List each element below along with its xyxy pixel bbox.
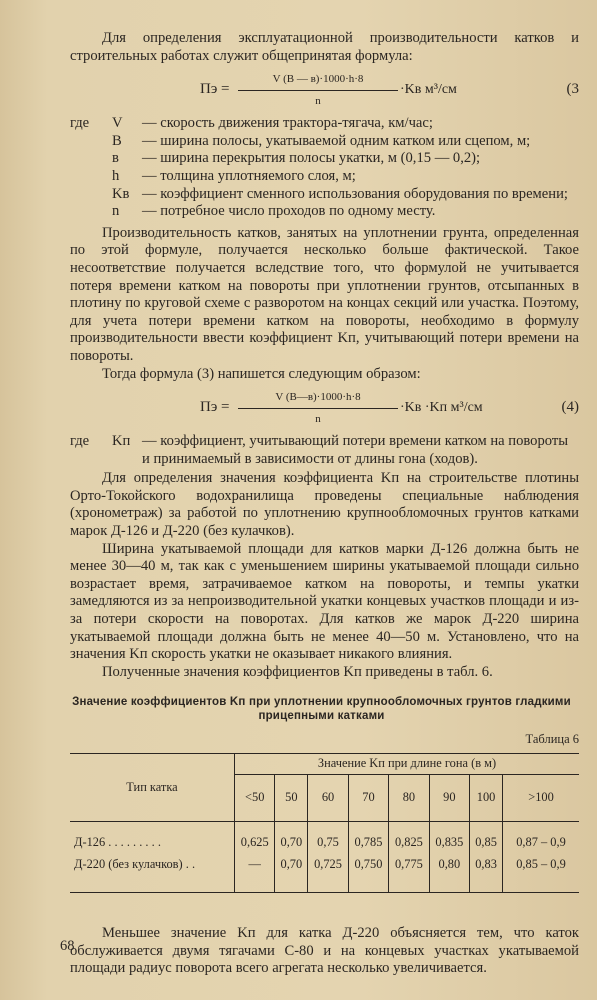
table-row — [70, 822, 579, 855]
row-name: Д-220 (без кулачков) . . — [74, 857, 196, 872]
definition-kp — [70, 433, 579, 468]
definition-symbol: V — [112, 115, 123, 132]
column-header-type: Тип катка — [70, 754, 235, 822]
definition-lead — [70, 186, 112, 204]
table-cell: 0,785 — [348, 822, 388, 855]
definition-v-small — [70, 150, 579, 168]
table-cell: 0,750 — [348, 854, 388, 893]
paragraph-conclusion: Меньшее значение Kп для катка Д-220 объясняется тем, что каток обслуживается двумя тягачами С-80 и на концевых участках укатываемой площади радиус поворота всего агрегата несколько увеличивается. — [70, 925, 579, 977]
table-cell: 0,85 – 0,9 — [503, 854, 580, 893]
definition-symbol: B — [112, 132, 122, 149]
table-cell: 0,83 — [470, 854, 503, 893]
paragraph-width: Ширина укатываемой площади для катков марки Д-126 должна быть не менее 30—40 м, так как с уменьшением ширины укатываемой площади сильно возрастает время, затрачиваемое катком на повороты, и темпы укатки замедляются из за непроизводительной укатки концевых участков площади и из-за потери скорости на поворотах. Для катков же марок Д-220 ширина укатываемой площади должна быть не менее 40—50 м. Установлено, что на значения Kп скорость укатки не оказывает никакого влияния. — [70, 540, 579, 663]
definition-text: — толщина уплотняемого слоя, м; — [142, 167, 356, 184]
definition-lead: где — [70, 115, 90, 132]
table-row — [70, 854, 579, 893]
row-name: Д-126 . . . . . . . . . — [74, 835, 161, 850]
formula-3-lhs: Пэ = — [200, 81, 230, 98]
definition-symbol: в — [112, 150, 119, 167]
coefficient-table — [70, 753, 579, 893]
formula-4 — [70, 389, 579, 429]
column-header: 90 — [429, 775, 469, 822]
table-cell: 0,70 — [275, 854, 308, 893]
page-number: 68 — [60, 938, 75, 954]
table-cell: 0,80 — [429, 854, 469, 893]
paragraph-productivity: Производительность катков, занятых на уплотнении грунта, определенная по этой формуле, получается несколько больше фактической. Такое несоответствие получается вследствие того, что формулой не учитывается потеря времени катком на повороты при уплотнении грунтов, отсыпанных в плотину по круговой схеме с разворотом на концах секций или участка. Поэтому, для учета потери времени катком на повороты, необходимо в формулу производительности ввести коэффициент Kп, учитывающий потери времени на повороты. — [70, 224, 579, 364]
table-cell: — — [235, 854, 275, 893]
paragraph-intro: Для определения эксплуатационной производительности катков и строительных работах служит общепринятая формула: — [70, 30, 579, 64]
table-number: Таблица 6 — [525, 732, 579, 747]
formula-4-fraction — [238, 389, 398, 428]
formula-4-rhs: ·Kв ·Kп м³/см — [400, 400, 483, 416]
definition-lead — [70, 203, 112, 221]
formula-3-numerator: V (B — в)·1000·h·8 — [238, 71, 398, 91]
definition-text: — потребное число проходов по одному месту. — [142, 203, 436, 220]
definition-lead — [70, 150, 112, 168]
column-header: 60 — [308, 775, 348, 822]
table-cell: 0,825 — [389, 822, 429, 855]
column-header: 80 — [389, 775, 429, 822]
table-title: Значение коэффициентов Kп при уплотнении крупнообломочных грунтов гладкими прицепными катками — [72, 696, 571, 723]
definition-text: — скорость движения трактора-тягача, км/час; — [142, 115, 433, 132]
definition-b — [70, 133, 579, 151]
table-cell: 0,70 — [275, 822, 308, 855]
column-header: 50 — [275, 775, 308, 822]
formula-3-number: (3 — [566, 81, 579, 98]
table-cell: 0,775 — [389, 854, 429, 893]
formula-4-denominator: n — [315, 412, 321, 425]
table-header-row — [70, 754, 579, 775]
column-group-header: Значение Kп при длине гона (в м) — [235, 754, 580, 775]
definition-text: — ширина полосы, укатываемой одним катком или сцепом, м; — [142, 132, 531, 149]
formula-3-definitions — [70, 115, 579, 221]
definition-symbol: h — [112, 167, 120, 184]
table-cell: 0,835 — [429, 822, 469, 855]
definition-text: — ширина перекрытия полосы укатки, м (0,15 — 0,2); — [142, 150, 481, 167]
formula-3-rhs: ·Kв м³/см — [400, 82, 457, 98]
paragraph-formula-intro: Тогда формула (3) напишется следующим образом: — [102, 365, 421, 382]
table-cell: 0,725 — [308, 854, 348, 893]
formula-4-numerator: V (B—в)·1000·h·8 — [238, 389, 398, 409]
formula-4-number: (4) — [561, 399, 579, 416]
definition-v — [70, 115, 579, 133]
formula-3-denominator: n — [315, 94, 321, 107]
formula-3-fraction — [238, 71, 398, 110]
formula-4-lhs: Пэ = — [200, 399, 230, 416]
paragraph-table-ref: Полученные значения коэффициентов Kп приведены в табл. 6. — [102, 663, 493, 680]
definition-lead — [70, 133, 112, 151]
definition-lead: где — [70, 433, 90, 450]
definition-kv — [70, 186, 579, 204]
formula-3 — [70, 71, 579, 111]
definition-symbol: Kв — [112, 185, 130, 202]
definition-text: — коэффициент, учитывающий потери времени катком на повороты и принимаемый в зависимости от длины гона (ходов). — [142, 433, 569, 467]
table-cell: 0,75 — [308, 822, 348, 855]
definition-lead — [70, 168, 112, 186]
definition-h — [70, 168, 579, 186]
definition-n — [70, 203, 579, 221]
table-cell: 0,625 — [235, 822, 275, 855]
table-cell: 0,85 — [470, 822, 503, 855]
paragraph-observations: Для определения значения коэффициента Kп на строительстве плотины Орто-Токойского водохранилища проведены специальные наблюдения (хронометраж) за работой по уплотнению крупнообломочных грунтов катками марок Д-126 и Д-220 (без кулачков). — [70, 470, 579, 540]
table-cell: 0,87 – 0,9 — [503, 822, 580, 855]
column-header: 70 — [348, 775, 388, 822]
definition-text: — коэффициент сменного использования оборудования по времени; — [142, 185, 568, 202]
column-header: <50 — [235, 775, 275, 822]
column-header: 100 — [470, 775, 503, 822]
definition-symbol: n — [112, 203, 120, 220]
definition-symbol: Kп — [112, 433, 131, 450]
column-header: >100 — [503, 775, 580, 822]
